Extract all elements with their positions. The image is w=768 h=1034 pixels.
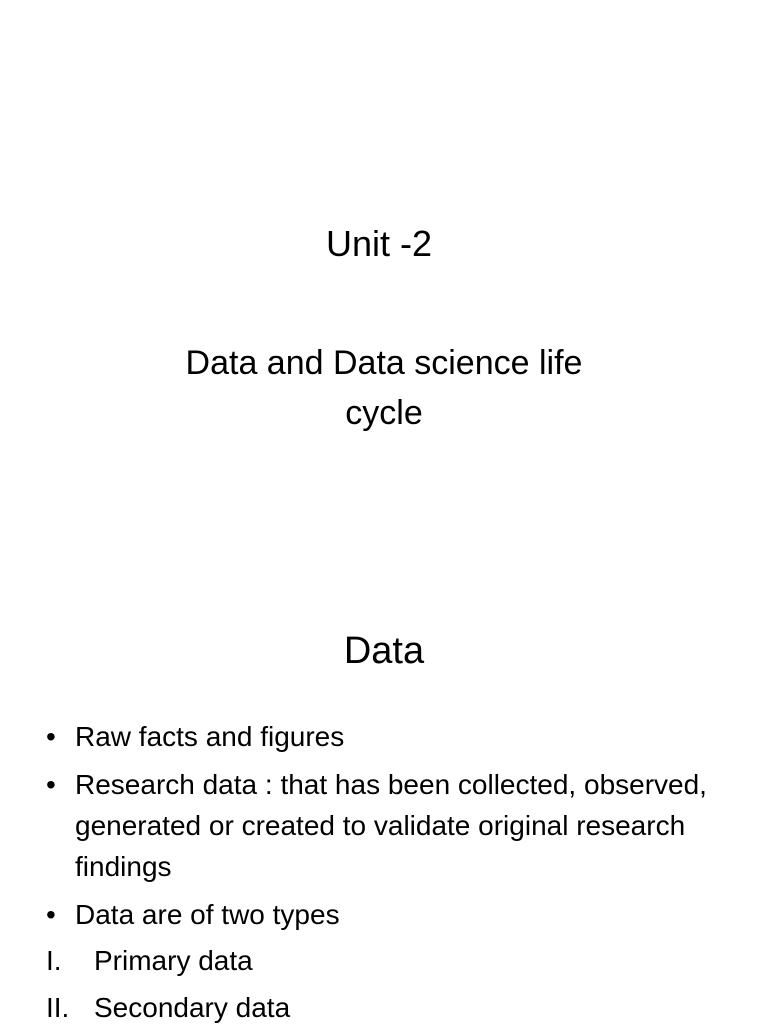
list-marker: I.	[46, 945, 62, 976]
data-types-list	[46, 940, 736, 1034]
list-item	[46, 716, 736, 757]
list-item	[46, 764, 736, 887]
list-item	[46, 894, 736, 935]
list-item	[46, 987, 736, 1028]
list-item-text: Primary data	[94, 945, 253, 976]
bullet-list	[46, 716, 736, 942]
list-item-text: Secondary data	[94, 992, 291, 1023]
list-marker: II.	[46, 992, 70, 1023]
list-item-text: Raw facts and figures	[75, 721, 345, 752]
slide-subtitle: Data and Data science life cycle	[185, 344, 583, 432]
slide-title-heading: Unit -2	[325, 223, 433, 264]
list-item-text: Research data : that has been collected, observed, generated or created to validate original research findings	[75, 769, 707, 882]
list-item	[46, 940, 736, 981]
slide-data-heading: Data	[343, 630, 425, 672]
list-item-text: Data are of two types	[75, 899, 340, 930]
slide-data	[0, 560, 768, 1024]
bullet-icon: •	[46, 721, 56, 752]
bullet-icon: •	[46, 899, 56, 930]
bullet-icon: •	[46, 769, 56, 800]
